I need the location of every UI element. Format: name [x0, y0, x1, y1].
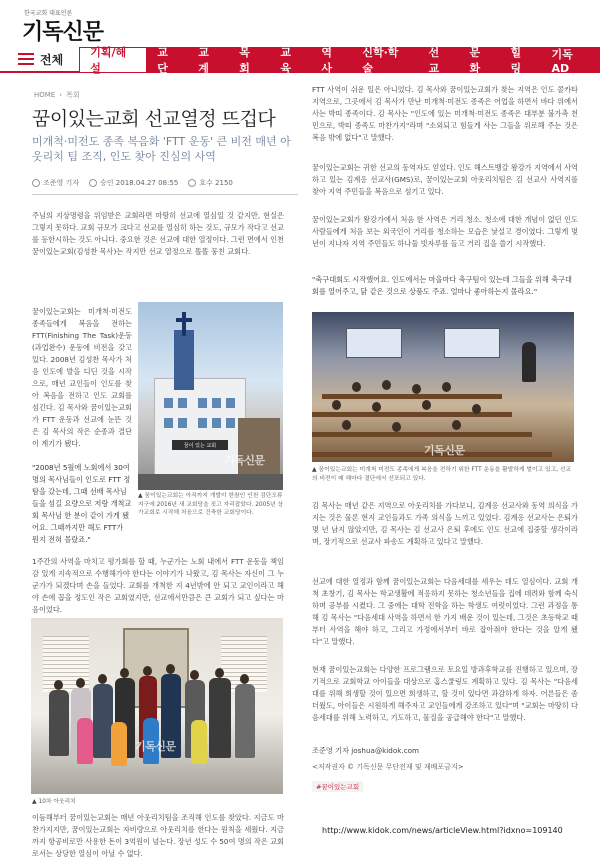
- meta-divider: [32, 194, 298, 195]
- caption-text: 꿈이있는교회는 아직까지 개발이 한참인 인천 검단오류지구에 2016년 새 교회당을 짓고 자리잡았다. 2005년 상가교회로 시작해 처음으로 건축한 교회당이다.: [138, 493, 284, 516]
- head: [442, 382, 451, 392]
- nav-item-education[interactable]: 교육: [280, 46, 291, 75]
- issue-number: 호수 2150: [199, 179, 233, 187]
- paragraph-4: 1주간의 사역을 마치고 평가회를 할 때, 누군가는 노회 내에서 FTT 운동을 책임감 있게 지속적으로 수행해가야 한다는 이야기가 나왔고, 김 목사는 자신이 그 누군가가 되겠다며 손을 들었다. 교회를 개척한 지 4년밖에 안 되고 교인이라고 해야 손에 꼽을 정도인 작은 교회였지만, 선교에서만큼은 큰 교회가 되고 싶다는 마음이었다.: [32, 557, 284, 614]
- window: [226, 398, 235, 408]
- paragraph-5: 이듬해부터 꿈이있는교회는 매년 아웃리치팀을 조직해 인도를 찾았다. 지금도 마찬가지지만, 꿈이있는교회는 자비량으로 아웃리치를 한다는 원칙을 세웠다. 지금까지 항공비로만 사용한 돈이 3억원이 넘는다. 장년 성도 수 50여 명의 작은 교회로서는 상당한 열심이 아닐 수 없다.: [32, 813, 284, 858]
- worship-photo-caption: [312, 466, 574, 483]
- nav-all-label: 전체: [40, 52, 64, 67]
- head: [342, 420, 351, 430]
- church-sign: 꿈이 있는 교회: [172, 440, 228, 450]
- child: [191, 720, 207, 764]
- window: [226, 418, 235, 428]
- breadcrumb-section[interactable]: 목회: [66, 91, 80, 99]
- window: [178, 418, 187, 428]
- pew: [322, 394, 502, 399]
- person: [49, 690, 69, 756]
- watermark: 기독신문: [135, 740, 176, 753]
- head: [382, 380, 391, 390]
- watermark: 기독신문: [224, 454, 265, 467]
- paragraph-r3: 꿈이있는교회가 왕강가에서 처음 한 사역은 거리 청소. 청소에 대한 개념이 없던 인도 사람들에게 처음 보는 외국인이 거리를 청소하는 모습은 낯설고 경이였다. 그렇게 몇 년이 지나자 지역 주민들도 하나둘 빗자루를 들고 거리 집을 쓸기 시작했다.: [312, 215, 578, 248]
- window: [164, 418, 173, 428]
- breadcrumb: [34, 90, 80, 100]
- church-photo-caption: [138, 492, 284, 518]
- breadcrumb-home[interactable]: HOME: [34, 91, 56, 99]
- article-subtitle: 미개척·미전도 종족 복음화 'FTT 운동' 큰 비전 매년 아웃리치 팀 조직, 인도 찾아 진심의 사역: [32, 135, 291, 163]
- ground: [138, 474, 283, 490]
- head: [422, 400, 431, 410]
- window: [212, 398, 221, 408]
- nav-all-button[interactable]: [0, 47, 79, 73]
- newspaper-icon: [188, 179, 196, 187]
- nav-item-history[interactable]: 역사: [321, 46, 332, 75]
- head: [452, 420, 461, 430]
- triangle-icon: ▲: [138, 492, 145, 499]
- window: [212, 418, 221, 428]
- head: [120, 668, 129, 678]
- nav-item-culture[interactable]: 문화: [469, 46, 481, 75]
- nav-item-church-world[interactable]: 교계: [198, 46, 209, 75]
- author-name: 조준영 기자: [43, 179, 80, 187]
- paragraph-r1: FTT 사역이 쉬운 일은 아니었다. 김 목사와 꿈이있는교회가 찾는 지역은 인도 콜카타 지역으로, 그곳에서 김 목사가 만난 미개척·미전도 종족은 어업을 하면서 바다 위에서 사는 박띠 종족이다. 김 목사는 "인도에 있는 미개척·미전도 종족은 대부분 불가촉 천민으로, 박띠 종족도 마찬가지"라며 "소외되고 힘들게 사는 그들을 위로해 주는 것은 복음 밖에 없다"고 말했다.: [312, 85, 578, 142]
- article-url: http://www.kidok.com/news/articleView.html?idxno=109140: [322, 826, 563, 835]
- copyright-notice: <저작권자 © 기독신문 무단전재 및 재배포금지>: [312, 763, 464, 771]
- hamburger-menu-icon: [18, 53, 34, 65]
- head: [472, 404, 481, 414]
- window: [198, 418, 207, 428]
- child: [111, 722, 127, 766]
- paragraph-r7: 현재 꿈이있는교회는 다양한 프로그램으로 토요일 방과후학교를 진행하고 있으며, 장기적으로 교회학교 아이들을 대상으로 홈스쿨링도 계획하고 있다. 김 목사는 "다음세대를 위해 희생할 것이 있으면 희생하고, 할 것이 있다면 과감하게 하자. 어른들은 좀 더웠도, 아이들은 시원하게 해주자고 교인들에게 강조하고 있다"며 "교회는 마땅히 다음세대를 위해 노력하고, 기도하고, 물질을 공급해야 한다"고 말했다.: [312, 665, 578, 722]
- head: [190, 670, 199, 680]
- site-tagline: 한국교회 대표언론: [24, 10, 73, 17]
- head: [392, 422, 401, 432]
- paragraph-r2: 꿈이있는교회는 귀한 선교의 동역자도 얻었다. 인도 해스트뱅갈 왕강가 지역에서 사역하고 있는 김계응 선교사(GMS)로, 꿈이있는교회 아웃리치팀은 김 선교사 사역지를 찾아 지역 주민들을 복음으로 섬기고 있다.: [312, 163, 578, 196]
- caption-text: 꿈이있는교회는 미개척 미전도 종족에게 복음을 전하기 위한 FTT 운동을 활발하게 벌이고 있고, 선교의 비전이 매 해마다 결단에서 선포되고 있다.: [312, 467, 572, 482]
- main-nav: [0, 47, 600, 73]
- triangle-icon: ▲: [312, 466, 319, 473]
- window: [198, 398, 207, 408]
- clock-icon: [89, 179, 97, 187]
- nav-item-mission[interactable]: 선교: [428, 46, 440, 75]
- pew: [312, 432, 532, 437]
- person: [235, 684, 255, 758]
- watermark: 기독신문: [424, 444, 465, 457]
- person: [209, 678, 231, 758]
- outreach-group-photo: [31, 618, 283, 794]
- date-meta: [89, 178, 178, 188]
- article-tag[interactable]: #꿈이있는교회: [312, 781, 363, 792]
- pew: [312, 412, 512, 417]
- worship-service-photo: [312, 312, 574, 462]
- nav-item-healing[interactable]: 힐링: [510, 46, 522, 75]
- person: [93, 684, 113, 758]
- nav-item-theology[interactable]: 신학·학술: [362, 46, 399, 75]
- author-signature: 조준영 기자 joshua@kidok.com: [312, 746, 420, 755]
- head: [76, 678, 85, 688]
- nav-item-denomination[interactable]: 교단: [157, 46, 168, 75]
- paragraph-r6: 선교에 대한 열정과 함께 꿈이있는교회는 다음세대를 세우는 데도 열심이다. 교회 개척 초창기, 김 목사는 학교생활에 적응하지 못하는 청소년들을 집에 데려와 함께 숙식하며 공부를 시켰다. 그 중에는 대학 진학을 하는 학생도 여럿이었다. 그런 과정을 통해 김 목사는 "다음세대 사역을 하면서 한 가지 배운 것이 있는데, 그것은 초등학교 때부터 사역을 해야 하고, 그리고 가정에서부터 바로 잡아줘야 한다는 것을 알게 됐다"고 말했다.: [312, 577, 578, 646]
- author-meta: [32, 178, 79, 188]
- user-icon: [32, 179, 40, 187]
- window: [178, 398, 187, 408]
- window: [164, 398, 173, 408]
- head: [412, 384, 421, 394]
- head: [215, 668, 224, 678]
- group-photo-caption: [32, 798, 284, 807]
- caption-text: 10차 아웃리치: [38, 799, 76, 805]
- paragraph-r4-quote: "축구대회도 시작했어요. 인도에서는 마을마다 축구팀이 있는데 그들을 위해 축구대회를 열어주고, 닭 같은 것으로 상품도 주죠. 얼마나 좋아하는지 몰라요.": [312, 275, 572, 296]
- cross-icon: [182, 312, 186, 336]
- chevron-right-icon: ›: [59, 91, 63, 99]
- paragraph-r5: 김 목사는 매년 같은 지역으로 아웃리치를 가다보니, 김계응 선교사와 동역 의식을 가지는 것은 물론 현지 교인들과도 가족 의식을 느끼고 있었다. 김계응 선교사는 은퇴가 몇 년 남지 않았지만, 김 목사는 김 선교사 은퇴 후에도 인도 선교에 집중할 생각이라며, 장기적으로 선교사 파송도 계획하고 있다고 말했다.: [312, 501, 578, 546]
- nav-item-planning[interactable]: 기획/해설: [79, 47, 147, 73]
- nav-item-ad[interactable]: 기독AD: [551, 47, 573, 75]
- paragraph-3-quote: "2008년 5월에 노회에서 30여 명의 목사님들이 인도로 FTT 정탐을 갔는데, 그때 선배 목사님들을 섬길 요량으로 저랑 개척교회 목사님 한 분이 같이 가게 됐어요. 그때까지만 해도 FTT가 뭔지 전혀 몰랐죠.": [32, 463, 132, 544]
- issue-meta: [188, 178, 233, 188]
- paragraph-2: 꿈이있는교회는 미개척·미전도 종족들에게 복음을 전하는 FTT(Finishing The Task)운동(과업완수) 운동에 비전을 갖고 있다. 2008년 김성찬 목사가 처음 인도에 발을 디딘 것을 시작으로, 매년 교인들이 인도를 찾아 복음을 전하고 인도 교회를 섬긴다. 김 목사와 꿈이있는교회가 FTT 운동과 선교에 눈뜬 것은 김 목사의 작은 순종과 결단이 계기가 됐다.: [32, 307, 132, 448]
- projection-screen: [346, 328, 402, 358]
- projection-screen: [444, 328, 500, 358]
- church-photo: [138, 302, 283, 490]
- head: [240, 674, 249, 684]
- head: [143, 666, 152, 676]
- triangle-icon: ▲: [32, 798, 39, 805]
- article-meta: [32, 178, 233, 188]
- child: [77, 718, 93, 764]
- church-tower: [174, 330, 194, 390]
- paragraph-1: 주님의 지상명령을 위임받은 교회라면 마땅히 선교에 열심일 것 같지만, 현실은 그렇지 못하다. 교회 규모가 크다고 선교를 열심히 하는 것도, 규모가 작다고 선교를 등한시하는 것도 아니다. 중요한 것은 선교에 대한 열정이다. 그런 면에서 인천 꿈이있는교회(김성찬 목사)는 작지만 선교 열정으로 똘똘 뭉친 교회다.: [32, 211, 284, 256]
- head: [372, 402, 381, 412]
- cross-bar: [176, 318, 192, 322]
- head: [98, 674, 107, 684]
- head: [352, 382, 361, 392]
- nav-item-ministry[interactable]: 목회: [239, 46, 250, 75]
- tag-list: [312, 774, 363, 793]
- site-header: [0, 0, 600, 45]
- site-logo[interactable]: 기독신문: [22, 20, 104, 45]
- publish-date: 승인 2018.04.27 08:55: [100, 179, 179, 187]
- head: [332, 400, 341, 410]
- head: [166, 664, 175, 674]
- article-title: 꿈이있는교회 선교열정 뜨겁다: [32, 108, 276, 130]
- head: [54, 680, 63, 690]
- speaker: [522, 342, 536, 382]
